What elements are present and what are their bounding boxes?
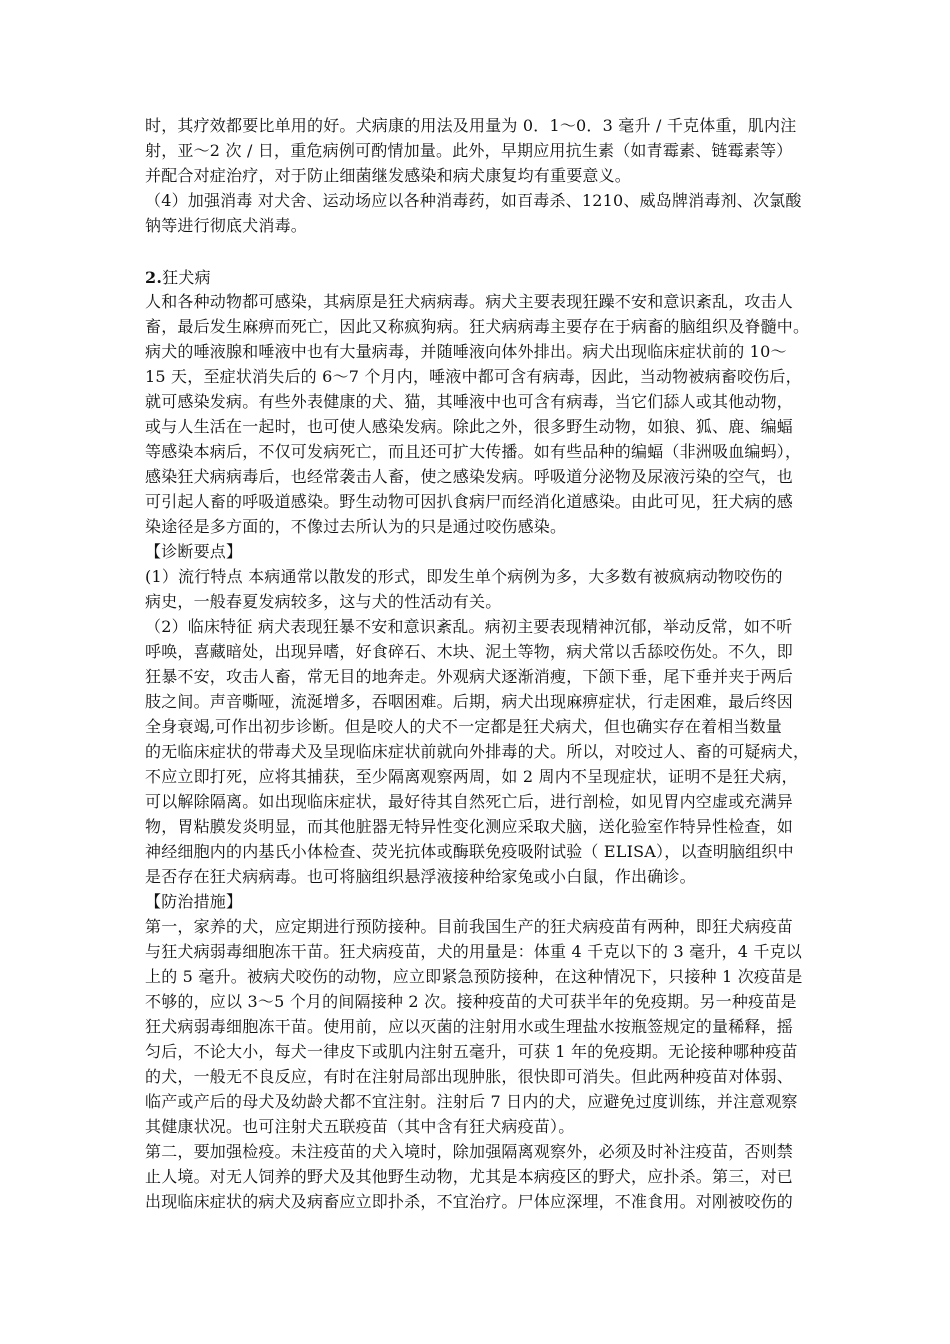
text-line: 匀后，不论大小，每犬一律皮下或肌内注射五毫升，可获 1 年的免疫期。无论接种哪种疫苗 [145,1042,798,1061]
section-number: 2. [145,268,163,287]
text-line: 或与人生活在一起时，也可使人感染发病。除此之外，很多野生动物，如狼、狐、鹿、编蝠 [145,417,794,436]
text-line: 射，亚～2 次 / 日，重危病例可酌情加量。此外，早期应用抗生素（如青霉素、链霉素等） [145,141,793,160]
text-line: 不应立即打死，应将其捕获，至少隔离观察两周，如 2 周内不呈现症状，证明不是狂犬病， [145,767,798,786]
text-line: 第二，要加强检疫。未注疫苗的犬入境时，除加强隔离观察外，必须及时补注疫苗，否则禁 [145,1142,794,1161]
text-line: 病犬的唾液腺和唾液中也有大量病毒，并随唾液向体外排出。病犬出现临床症状前的 10～ [145,342,787,361]
text-line: （2）临床特征 病犬表现狂暴不安和意识紊乱。病初主要表现精神沉郁，举动反常，如不听 [145,617,793,636]
section-heading [145,268,810,288]
text-line: 与狂犬病弱毒细胞冻干苗。狂犬病疫苗，犬的用量是：体重 4 千克以下的 3 毫升，4 千克以 [145,942,802,961]
text-line: 肢之间。声音嘶哑，流涎增多，吞咽困难。后期，病犬出现麻痹症状，行走困难，最后终因 [145,692,794,711]
text-line: 全身衰竭,可作出初步诊断。但是咬人的犬不一定都是狂犬病犬，但也确实存在着相当数量 [145,717,783,736]
subheading-prevention: 【防治措施】 [145,892,243,911]
text-line: 狂犬病弱毒细胞冻干苗。使用前，应以灭菌的注射用水或生理盐水按瓶签规定的量稀释，摇 [145,1017,794,1036]
text-line: 上的 5 毫升。被病犬咬伤的动物，应立即紧急预防接种，在这种情况下，只接种 1 次疫苗是 [145,967,803,986]
text-line: 的无临床症状的带毒犬及呈现临床症状前就向外排毒的犬。所以，对咬过人、畜的可疑病犬， [145,742,810,761]
text-line: 呼唤，喜藏暗处，出现异嗜，好食碎石、木块、泥土等物，病犬常以舌舔咬伤处。不久，即 [145,642,794,661]
text-line: 神经细胞内的内基氏小体检查、荧光抗体或酶联免疫吸附试验（ ELISA），以查明脑组织中 [145,842,794,861]
text-line: 钠等进行彻底犬消毒。 [145,216,308,235]
text-line: 染途径是多方面的，不像过去所认为的只是通过咬伤感染。 [145,517,567,536]
text-line: 不够的，应以 3～5 个月的间隔接种 2 次。接种疫苗的犬可获半年的免疫期。另一种疫苗是 [145,992,797,1011]
text-line: 止人境。对无人饲养的野犬及其他野生动物，尤其是本病疫区的野犬，应扑杀。第三，对已 [145,1167,794,1186]
section-title: 狂犬病 [162,268,211,287]
text-line: (1）流行特点 本病通常以散发的形式，即发生单个病例为多，大多数有被疯病动物咬伤的 [145,567,783,586]
text-line: 病史，一般春夏发病较多，这与犬的性活动有关。 [145,592,502,611]
text-line: 15 天，至症状消失后的 6～7 个月内，唾液中都可含有病毒，因此，当动物被病畜咬伤后， [145,367,802,386]
text-line: 人和各种动物都可感染，其病原是狂犬病病毒。病犬主要表现狂躁不安和意识紊乱，攻击人 [145,292,794,311]
text-line: 畜，最后发生麻痹而死亡，因此又称疯狗病。狂犬病病毒主要存在于病畜的脑组织及脊髓中。 [145,317,810,336]
text-line: 感染狂犬病病毒后，也经常袭击人畜，使之感染发病。呼吸道分泌物及尿液污染的空气，也 [145,467,794,486]
text-line: 物，胃粘膜发炎明显，而其他脏器无特异性变化测应采取犬脑，送化验室作特异性检查，如 [145,817,794,836]
text-line: 临产或产后的母犬及幼龄犬都不宜注射。注射后 7 日内的犬，应避免过度训练，并注意观察 [145,1092,798,1111]
text-line: （4）加强消毒 对犬舍、运动场应以各种消毒药，如百毒杀、1210、威岛牌消毒剂、次氯酸 [145,191,802,210]
text-line: 的犬，一般无不良反应，有时在注射局部出现肿胀，很快即可消失。但此两种疫苗对体弱、 [145,1067,794,1086]
text-line: 第一，家养的犬，应定期进行预防接种。目前我国生产的狂犬病疫苗有两种，即狂犬病疫苗 [145,917,794,936]
text-line: 出现临床症状的病犬及病畜应立即扑杀，不宜治疗。尸体应深埋，不准食用。对刚被咬伤的 [145,1192,794,1211]
text-line: 是否存在狂犬病病毒。也可将脑组织悬浮液接种给家兔或小白鼠，作出确诊。 [145,867,696,886]
text-line: 就可感染发病。有些外表健康的犬、猫，其唾液中也可含有病毒，当它们舔人或其他动物， [145,392,794,411]
text-line: 可以解除隔离。如出现临床症状，最好待其自然死亡后，进行剖检，如见胃内空虚或充满异 [145,792,794,811]
text-line: 可引起人畜的呼吸道感染。野生动物可因扒食病尸而经消化道感染。由此可见，狂犬病的感 [145,492,794,511]
text-line: 狂暴不安，攻击人畜，常无目的地奔走。外观病犬逐渐消瘦，下颌下垂，尾下垂并夹于两后 [145,667,794,686]
text-line: 时，其疗效都要比单用的好。犬病康的用法及用量为 0．1～0．3 毫升 / 千克体重，肌内注 [145,116,797,135]
text-line: 并配合对症治疗，对于防止细菌继发感染和病犬康复均有重要意义。 [145,166,632,185]
subheading-diagnosis: 【诊断要点】 [145,542,243,561]
text-line: 等感染本病后，不仅可发病死亡，而且还可扩大传播。如有些品种的编蝠（非洲吸血编蚂）， [145,442,802,461]
text-line: 其健康状况。也可注射犬五联疫苗（其中含有狂犬病疫苗）。 [145,1117,575,1136]
